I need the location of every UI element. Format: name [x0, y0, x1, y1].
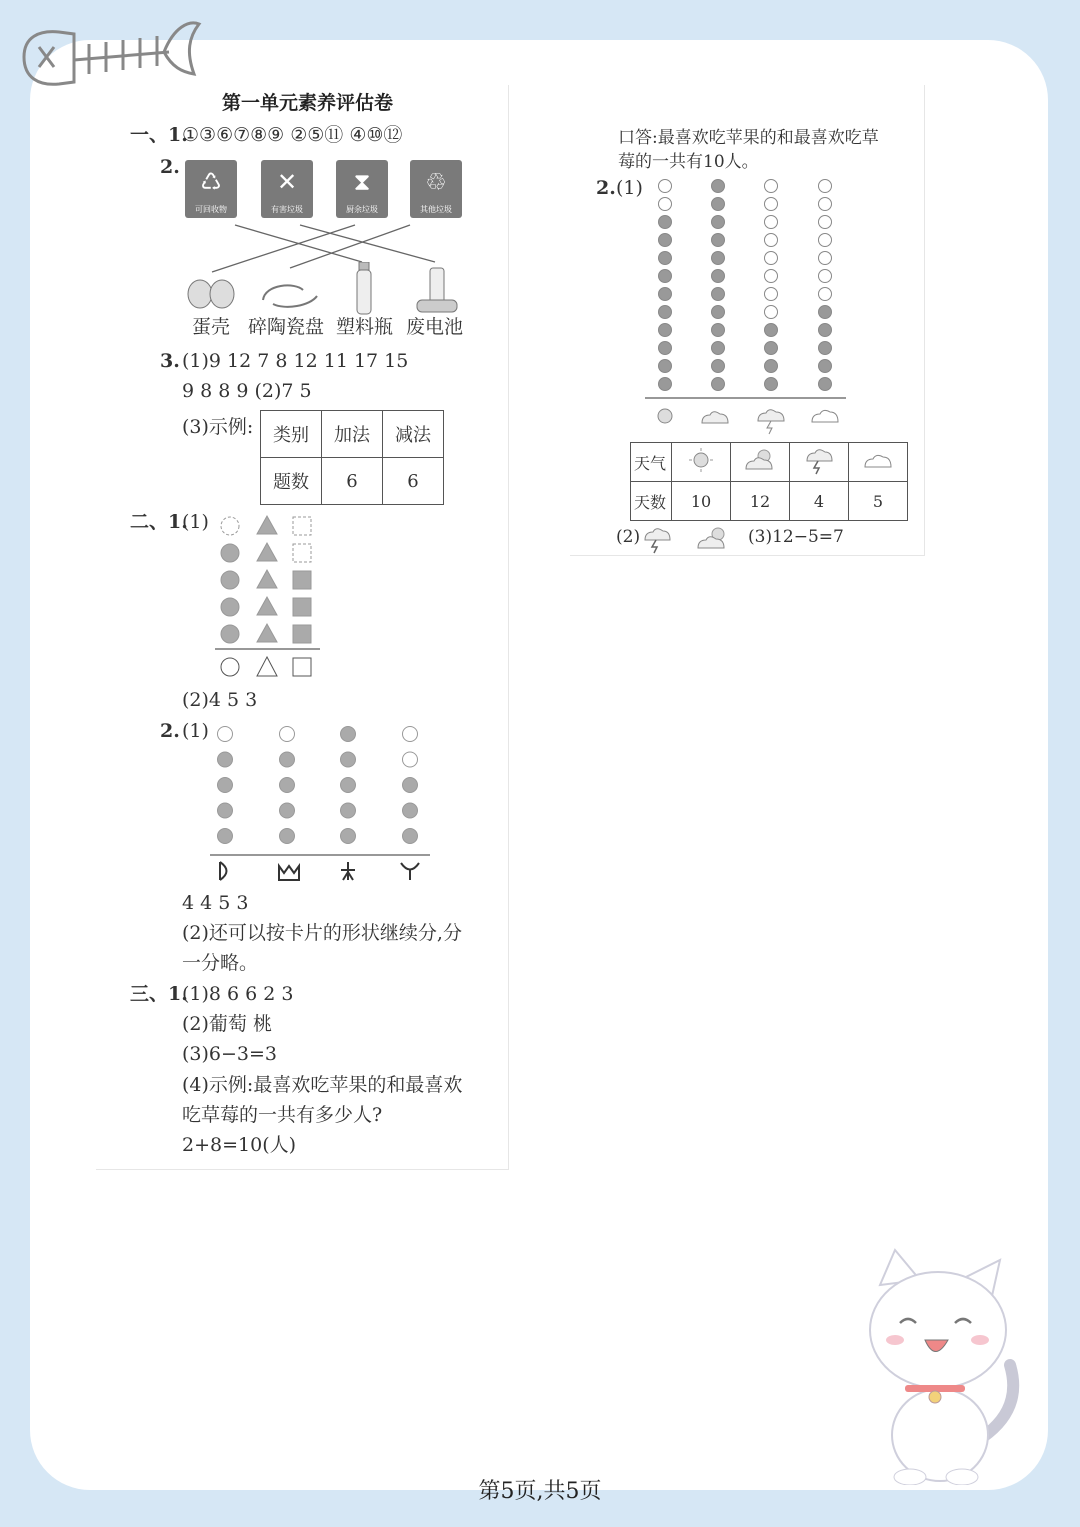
sun-icon [658, 409, 672, 423]
table-cell: 天数 [631, 482, 672, 521]
cards-pictograph [205, 720, 435, 890]
section-1-q3-line1: (1)9 12 7 8 12 11 17 15 [182, 350, 409, 372]
count-dot [341, 752, 356, 767]
day-dot [765, 324, 778, 337]
day-dot [712, 306, 725, 319]
square-mark [293, 544, 311, 562]
weather-answer-icons [640, 522, 730, 554]
table-cell: 12 [731, 482, 790, 521]
crown-card-icon [279, 866, 299, 880]
weather-table [630, 442, 908, 521]
day-dot [659, 180, 672, 193]
day-dot [712, 180, 725, 193]
section-2-q1-p2: (2)4 5 3 [182, 689, 258, 711]
count-dot [218, 829, 233, 844]
matching-lines [0, 0, 1080, 400]
section-2-q2-p2-line2: 一分略。 [182, 952, 259, 974]
day-dot [819, 270, 832, 283]
table-cell: 5 [849, 482, 908, 521]
count-dot [280, 803, 295, 818]
day-dot [765, 252, 778, 265]
table-cell: 天气 [631, 443, 672, 482]
day-dot [765, 198, 778, 211]
section-2-q2-p1: (1) [182, 720, 209, 742]
triangle-icon [257, 657, 277, 676]
section-2-q2-counts: 4 4 5 3 [182, 892, 249, 914]
day-dot [712, 252, 725, 265]
day-dot [659, 324, 672, 337]
section-1-q3-label: 3. [160, 350, 180, 372]
triangle-mark [257, 597, 277, 615]
cloud-icon [812, 410, 838, 422]
day-dot [765, 306, 778, 319]
thunderstorm-icon [790, 443, 849, 482]
count-dot [218, 778, 233, 793]
item-label-ceramic: 碎陶瓷盘 [248, 316, 325, 338]
day-dot [765, 378, 778, 391]
day-dot [819, 360, 832, 373]
day-dot [819, 252, 832, 265]
day-dot [712, 288, 725, 301]
day-dot [765, 342, 778, 355]
day-dot [819, 180, 832, 193]
cat-illustration [850, 1245, 1040, 1485]
cloud-icon [849, 443, 908, 482]
category-table [260, 410, 444, 505]
circle-mark [221, 544, 239, 562]
day-dot [659, 288, 672, 301]
day-dot [765, 216, 778, 229]
shapes-pictograph [210, 512, 330, 682]
thunderstorm-icon [758, 410, 784, 434]
square-mark [293, 598, 311, 616]
circle-mark [221, 625, 239, 643]
day-dot [765, 288, 778, 301]
triangle-mark [257, 624, 277, 642]
count-dot [280, 778, 295, 793]
waste-items-illustration [185, 262, 475, 318]
count-dot [218, 803, 233, 818]
day-dot [659, 306, 672, 319]
section-1-q2-label: 2. [160, 156, 180, 178]
item-label-bottle: 塑料瓶 [336, 316, 394, 338]
count-dot [218, 727, 233, 742]
triangle-mark [257, 570, 277, 588]
day-dot [659, 342, 672, 355]
page-title: 第一单元素养评估卷 [222, 92, 394, 114]
section-2-label: 二、1. [130, 511, 188, 533]
day-dot [819, 198, 832, 211]
count-dot [341, 778, 356, 793]
day-dot [659, 234, 672, 247]
square-mark [293, 571, 311, 589]
count-dot [403, 727, 418, 742]
day-dot [819, 324, 832, 337]
oral-answer-line1: 口答:最喜欢吃苹果的和最喜欢吃草 [618, 128, 879, 148]
day-dot [712, 378, 725, 391]
page-number: 第5页,共5页 [478, 1479, 602, 1504]
count-dot [341, 829, 356, 844]
triangle-mark [257, 516, 277, 534]
section-1-label: 一、1. [130, 124, 188, 146]
partly-cloudy-icon [702, 412, 728, 423]
weather-pictograph [640, 178, 860, 440]
day-dot [712, 270, 725, 283]
day-dot [712, 216, 725, 229]
count-dot [403, 829, 418, 844]
recycle-bin-icon: ♺ 可回收物 [185, 160, 237, 218]
section-3-line6: 2+8=10(人) [182, 1134, 297, 1156]
section-1-q3-line2: 9 8 8 9 (2)7 5 [182, 380, 312, 402]
count-dot [341, 727, 356, 742]
day-dot [659, 198, 672, 211]
section-1-q1-answer: ①③⑥⑦⑧⑨ ②⑤⑪ ④⑩⑫ [182, 124, 403, 146]
count-dot [403, 752, 418, 767]
day-dot [712, 234, 725, 247]
moon-card-icon [220, 862, 227, 880]
table-cell: 6 [383, 458, 444, 505]
right-q2-p3: (3)12−5=7 [748, 527, 844, 547]
day-dot [659, 270, 672, 283]
section-3-line5: 吃草莓的一共有多少人? [182, 1104, 383, 1126]
section-2-q1-p1: (1) [182, 511, 209, 533]
count-dot [341, 803, 356, 818]
day-dot [659, 378, 672, 391]
count-dot [280, 752, 295, 767]
item-label-eggshell: 蛋壳 [192, 316, 231, 338]
day-dot [712, 198, 725, 211]
section-3-line3: (3)6−3=3 [182, 1043, 278, 1065]
section-1-q3-example: (3)示例: [182, 416, 254, 438]
day-dot [819, 234, 832, 247]
day-dot [819, 288, 832, 301]
circle-mark [221, 571, 239, 589]
day-dot [659, 216, 672, 229]
day-dot [712, 360, 725, 373]
square-mark [293, 517, 311, 535]
circle-mark [221, 598, 239, 616]
hazardous-bin-icon: ✕ 有害垃圾 [261, 160, 313, 218]
day-dot [765, 360, 778, 373]
day-dot [659, 360, 672, 373]
square-icon [293, 658, 311, 676]
section-3-label: 三、1. [130, 983, 188, 1005]
count-dot [280, 727, 295, 742]
table-cell: 10 [672, 482, 731, 521]
count-dot [403, 803, 418, 818]
day-dot [819, 342, 832, 355]
circle-icon [221, 658, 239, 676]
count-dot [403, 778, 418, 793]
day-dot [659, 252, 672, 265]
right-q2-p1: (1) [616, 177, 643, 199]
circle-mark [221, 517, 239, 535]
square-mark [293, 625, 311, 643]
kitchen-bin-icon: ⧗ 厨余垃圾 [336, 160, 388, 218]
table-cell: 减法 [383, 411, 444, 458]
section-2-q2-p2-line1: (2)还可以按卡片的形状继续分,分 [182, 922, 462, 944]
right-q2-p2: (2) [616, 527, 641, 547]
day-dot [819, 306, 832, 319]
count-dot [280, 829, 295, 844]
day-dot [712, 324, 725, 337]
horn-card-icon [401, 863, 419, 880]
table-cell: 4 [790, 482, 849, 521]
day-dot [819, 378, 832, 391]
count-dot [218, 752, 233, 767]
sun-icon [672, 443, 731, 482]
day-dot [765, 180, 778, 193]
table-cell: 类别 [261, 411, 322, 458]
section-3-line4: (4)示例:最喜欢吃苹果的和最喜欢 [182, 1074, 463, 1096]
other-bin-icon: ♲ 其他垃圾 [410, 160, 462, 218]
table-cell: 加法 [322, 411, 383, 458]
figure-card-icon [341, 862, 355, 880]
section-3-line2: (2)葡萄 桃 [182, 1013, 272, 1035]
day-dot [765, 270, 778, 283]
right-q2-label: 2. [596, 177, 616, 199]
table-cell: 题数 [261, 458, 322, 505]
day-dot [819, 216, 832, 229]
table-cell: 6 [322, 458, 383, 505]
day-dot [712, 342, 725, 355]
triangle-mark [257, 543, 277, 561]
section-2-q2-label: 2. [160, 720, 180, 742]
oral-answer-line2: 莓的一共有10人。 [618, 152, 759, 172]
partly-cloudy-icon [731, 443, 790, 482]
day-dot [765, 234, 778, 247]
item-label-battery: 废电池 [406, 316, 464, 338]
section-3-line1: (1)8 6 6 2 3 [182, 983, 294, 1005]
